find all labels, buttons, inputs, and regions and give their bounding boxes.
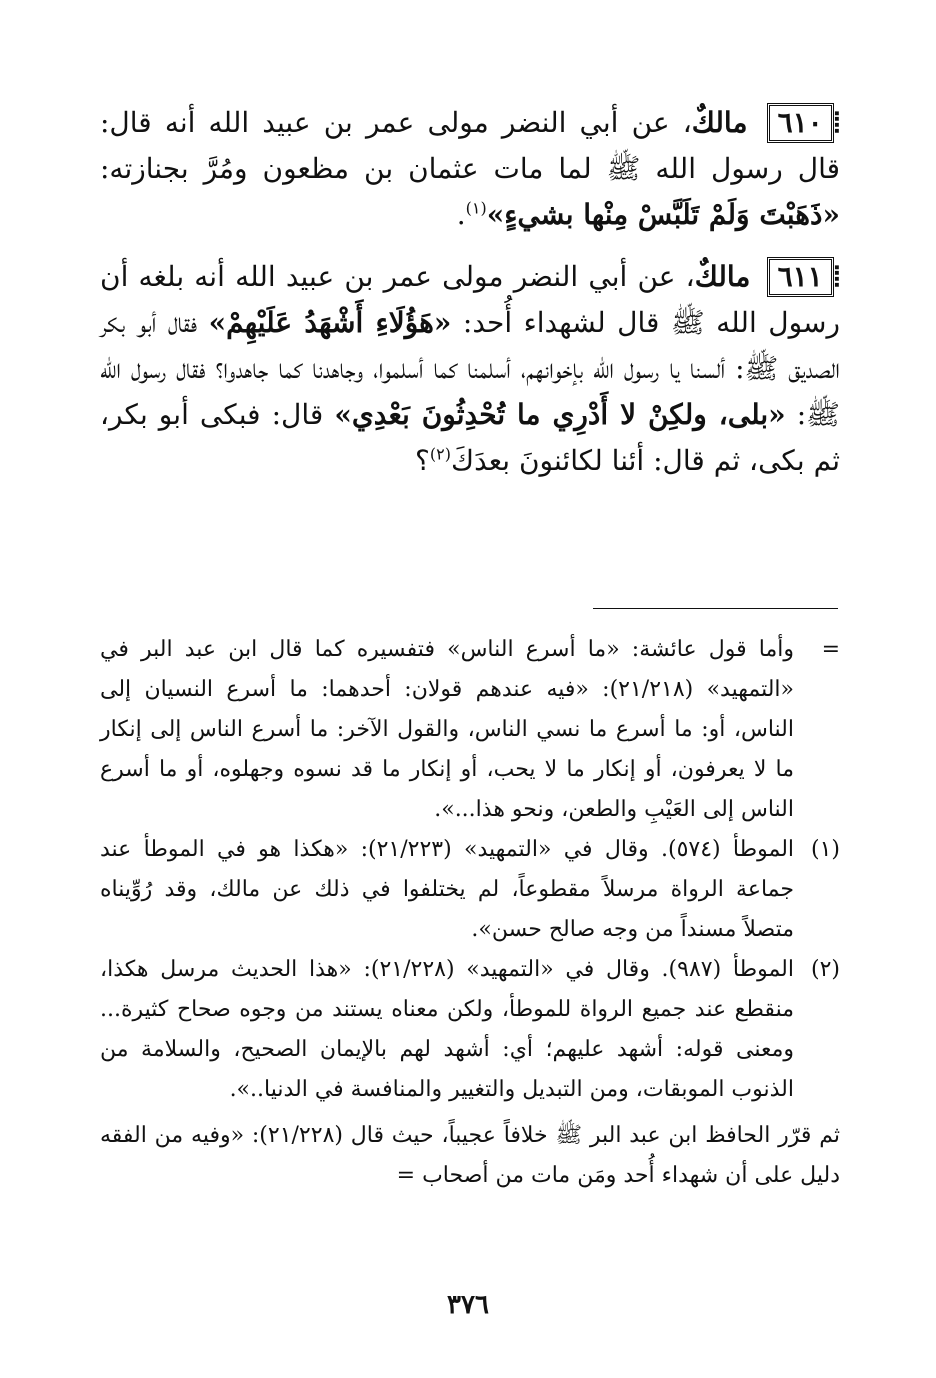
narrator: مالكٌ (694, 260, 751, 293)
continuation-marker: = (396, 1163, 416, 1188)
prophetic-quote: «بلى، ولكِنْ لا أَدْرِي ما تُحْدِثُونَ بَعْدِي» (334, 398, 786, 431)
footnote-continued (100, 630, 840, 830)
hadith-611-body (100, 254, 840, 484)
footnote-2 (100, 950, 840, 1110)
footnote-text: الموطأ (٩٨٧). وقال في «التمهيد» (٢١/٢٢٨): «هذا الحديث مرسل هكذا، منقطع عند جميع الرواة للموطأ، ولكن معناه يستند من وجوه صحاح كثيرة... ومعنى قوله: أشهد عليهم؛ أي: أشهد لهم بالإيمان الصحيح، والسلامة من الذنوب الموبقات، ومن التبديل والتغيير والمنافسة في الدنيا..». (100, 957, 794, 1102)
footnote-1 (100, 830, 840, 950)
footnote-ref[interactable]: (٢) (429, 444, 451, 464)
main-text (100, 100, 840, 500)
footnote-text: الموطأ (٥٧٤). وقال في «التمهيد» (٢١/٢٢٣): «هكذا هو في الموطأ عند جماعة الرواة مرسلاً مقطوعاً، لم يختلفوا في ذلك عن مالك، وقد رُوِّيناه متصلاً مسنداً من وجه صالح حسن». (100, 837, 795, 942)
narrator: مالكٌ (691, 106, 748, 139)
hadith-610-body (100, 100, 840, 238)
hadith-text: . (456, 198, 466, 231)
hadith-text: قال: فبكى أبو بكر، ثم بكى، ثم قال: أئنا لكائنونَ بعدَكَ (100, 398, 840, 477)
page-number: ٣٧٦ (447, 1290, 489, 1320)
ornament-icon: ⦙ (833, 260, 840, 293)
footnote-text: وأما قول عائشة: «ما أسرع الناس» فتفسيره كما قال ابن عبد البر في «التمهيد» (٢١/٢١٨): «فيه عندهم قولان: أحدهما: ما أسرع النسيان إلى الناس، أو: ما أسرع ما نسي الناس، والقول الآخر: ما أسرع الناس إلى إنكار ما لا يعرفون، أو إنكار ما لا يحب، أو إنكار ما قد نسوه وجهلوه، أو ما أسرع الناس إلى العَيْبِ والطعن، ونحو هذا...». (100, 637, 794, 822)
hadith-610 (100, 100, 840, 238)
hadith-text: ، عن أبي النضر مولى عمر بن عبيد الله أنه بلغه أن رسول الله ﷺ قال لشهداء أُحد: (100, 260, 841, 339)
footnote-text: ثم قرّر الحافظ ابن عبد البر ﷺ خلافاً عجيباً، حيث قال (٢١/٢٢٨): «وفيه من الفقه دليل على أن شهداء أُحد ومَن مات من أصحاب (100, 1123, 840, 1188)
hadith-text: فقال أبو بكر الصديق ﷺ: ألسنا يا رسول الله بإخوانهم، أسلمنا كما أسلموا، وجاهدنا كما جاهدوا؟ فقال رسول الله ﷺ: (100, 306, 840, 431)
footnote-divider (593, 608, 838, 609)
prophetic-quote: «هَؤُلَاءِ أَشْهَدُ عَلَيْهِمْ» (208, 306, 452, 339)
hadith-number-box: ٦١٠ (767, 103, 834, 143)
footnote-ref[interactable]: (١) (465, 198, 487, 218)
ornament-icon: ⦙ (833, 106, 840, 139)
footnotes (100, 630, 840, 1196)
hadith-text: ، عن أبي النضر مولى عمر بن عبيد الله أنه قال: قال رسول الله ﷺ لما مات عثمان بن مظعون ومُرَّ بجنازته: (100, 106, 840, 185)
prophetic-quote: «ذَهَبْتَ وَلَمْ تَلَبَّسْ مِنْها بشيءٍ» (486, 198, 840, 231)
hadith-611 (100, 254, 840, 484)
hadith-text: ؟ (415, 444, 430, 477)
continuation-marker: = (821, 637, 840, 662)
footnote-marker: (١) (810, 837, 840, 862)
footnote-continuation (100, 1116, 840, 1196)
hadith-number-box: ٦١١ (767, 257, 834, 297)
footnote-marker: (٢) (810, 957, 840, 982)
